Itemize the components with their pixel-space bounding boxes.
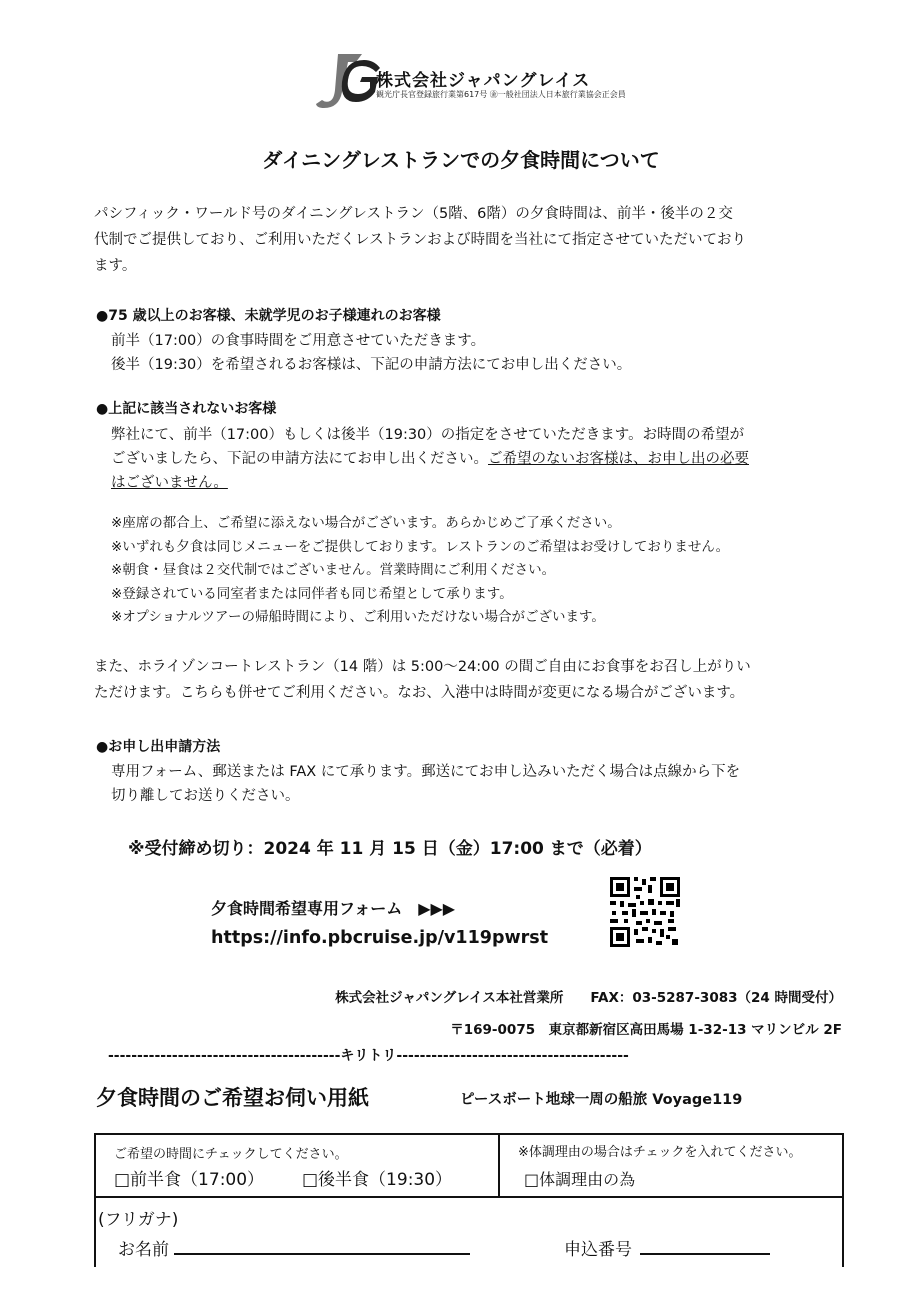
time-instruction: ご希望の時間にチェックしてください。 [114, 1147, 348, 1162]
horizon-line: ただけます。こちらも併せてご利用ください。なお、入港中は時間が変更になる場合がございます。 [94, 685, 745, 701]
intro-line: ます。 [94, 258, 137, 274]
cut-line: ----------------------------------------キリトリ---------------------------------------- [108, 1048, 629, 1064]
body-line: 前半（17:00）の食事時間をご用意させていただきます。 [111, 333, 486, 349]
first-seating-checkbox[interactable]: □前半食（17:00） [114, 1170, 265, 1190]
name-input[interactable] [174, 1253, 470, 1255]
form-url-link[interactable]: https://info.pbcruise.jp/v119pwrst [211, 928, 549, 948]
section-body-others [111, 423, 851, 495]
body-line: 切り離してお送りください。 [111, 788, 300, 804]
note-item: ※座席の都合上、ご希望に添えない場合がございます。あらかじめご了承ください。 [111, 515, 621, 531]
body-line: 後半（19:30）を希望されるお客様は、下記の申請方法にてお申し出ください。 [111, 357, 632, 373]
section-heading-others: ●上記に該当されないお客様 [96, 401, 277, 417]
section-body-application [111, 760, 851, 808]
health-instruction: ※体調理由の場合はチェックを入れてください。 [518, 1145, 802, 1160]
office-address: 〒169-0075 東京都新宿区高田馬場 1-32-13 マリンビル 2F [450, 1022, 842, 1038]
section-body-seniors [111, 329, 851, 377]
notes-list [111, 512, 729, 630]
office-fax-info: 株式会社ジャパングレイス本社営業所 FAX：03-5287-3083（24 時間受付） [335, 990, 842, 1006]
underlined-text: はございません。 [111, 475, 228, 491]
second-seating-checkbox[interactable]: □後半食（19:30） [302, 1170, 453, 1190]
note-item: ※朝食・昼食は２交代制ではございません。営業時間にご利用ください。 [111, 562, 556, 578]
note-item: ※オプショナルツアーの帰船時間により、ご利用いただけない場合がございます。 [111, 609, 605, 625]
section-heading-application: ●お申し出申請方法 [96, 739, 221, 755]
furigana-label: (フリガナ) [98, 1210, 179, 1230]
horizon-paragraph [94, 654, 854, 706]
section-heading-seniors: ●75 歳以上のお客様、未就学児のお子様連れのお客様 [96, 308, 441, 324]
request-form-box [94, 1133, 844, 1267]
application-number-input[interactable] [640, 1253, 770, 1255]
form-label: 夕食時間希望専用フォーム ▶▶▶ [211, 899, 456, 918]
note-item: ※いずれも夕食は同じメニューをご提供しております。レストランのご希望はお受けしておりません。 [111, 538, 730, 555]
slip-title: 夕食時間のご希望お伺い用紙 [96, 1086, 369, 1110]
deadline-notice: ※受付締め切り：2024 年 11 月 15 日（金）17:00 まで（必着） [128, 839, 652, 859]
underlined-text: ご希望のないお客様は、お申し出の必要 [488, 451, 749, 467]
intro-paragraph [94, 201, 854, 279]
jg-logo-icon [312, 48, 382, 118]
note-item: ※登録されている同室者または同伴者も同じ希望として承ります。 [111, 585, 513, 602]
body-line: ございましたら、下記の申請方法にてお申し出ください。ご希望のないお客様は、お申し出の必要 [111, 451, 749, 467]
intro-line: 代制でご提供しており、ご利用いただくレストランおよび時間を当社にて指定させていただいており [94, 232, 747, 248]
name-label: お名前 [118, 1240, 169, 1260]
body-line: 専用フォーム、郵送または FAX にて承ります。郵送にてお申し込みいただく場合は点線から下を [111, 764, 741, 780]
slip-subtitle: ピースボート地球一周の船旅 Voyage119 [460, 1092, 743, 1108]
application-number-label: 申込番号 [564, 1240, 632, 1260]
body-line: 弊社にて、前半（17:00）もしくは後半（19:30）の指定をさせていただきます。お時間の希望が [111, 427, 745, 443]
company-name: 株式会社ジャパングレイス [376, 71, 591, 91]
body-line [111, 471, 851, 495]
page-title: ダイニングレストランでの夕食時間について [262, 148, 660, 172]
intro-line: パシフィック・ワールド号のダイニングレストラン（5階、6階）の夕食時間は、前半・後半の２交 [94, 206, 733, 222]
registration-info: 観光庁長官登録旅行業第617号 ㊎一般社団法人日本旅行業協会正会員 [376, 90, 626, 99]
qr-code-icon[interactable] [610, 877, 680, 947]
horizon-line: また、ホライゾンコートレストラン（14 階）は 5:00〜24:00 の間ご自由にお食事をお召し上がりい [94, 659, 751, 675]
company-logo [312, 48, 642, 118]
health-reason-checkbox[interactable]: □体調理由の為 [524, 1170, 636, 1189]
